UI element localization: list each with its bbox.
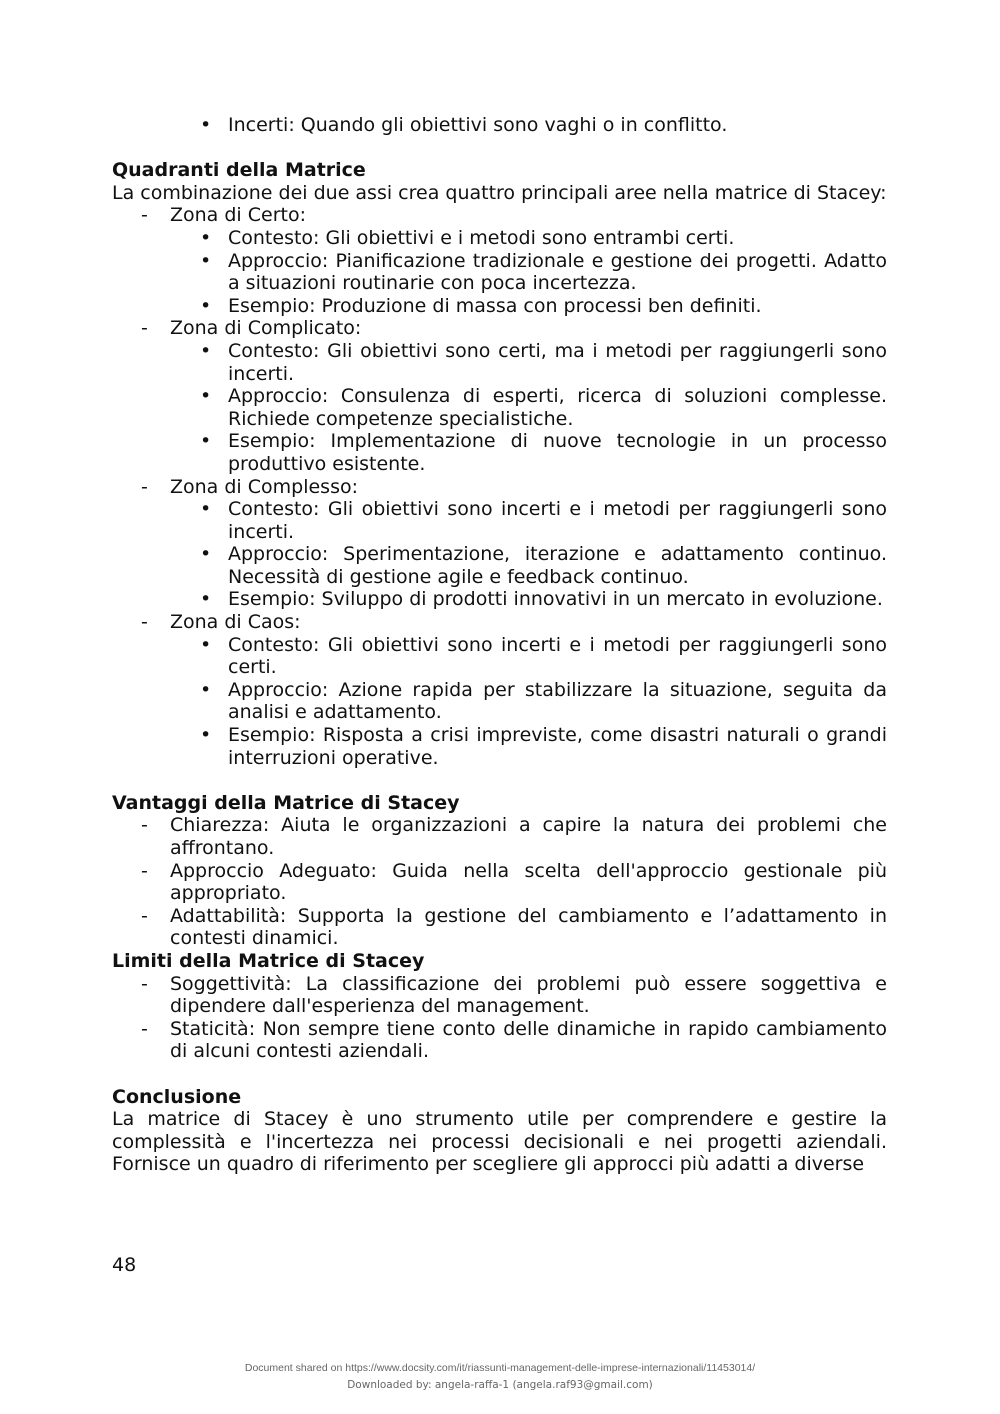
list-item: • Incerti: Quando gli obiettivi sono vaghi o in conflitto.	[112, 114, 887, 137]
list-item: • Esempio: Sviluppo di prodotti innovativi in un mercato in evoluzione.	[112, 588, 887, 611]
section-heading-quadranti: Quadranti della Matrice	[112, 159, 366, 182]
zone-item-complesso	[112, 476, 887, 499]
zone-label: Zona di Caos:	[170, 611, 301, 634]
list-item: • Esempio: Implementazione di nuove tecnologie in un processo produttivo esistente.	[112, 430, 887, 475]
list-item: • Contesto: Gli obiettivi sono incerti e i metodi per raggiungerli sono certi.	[112, 634, 887, 679]
zone-label: Zona di Complesso:	[170, 475, 358, 498]
spacer	[112, 769, 887, 792]
list-item: • Approccio: Azione rapida per stabilizzare la situazione, seguita da analisi e adattamento.	[112, 679, 887, 724]
page-content	[112, 114, 887, 1176]
zone-label: Zona di Complicato:	[170, 317, 362, 340]
footer-shared-link[interactable]: Document shared on https://www.docsity.com/it/riassunti-management-delle-imprese-internazionali/11453014/	[244, 1362, 756, 1374]
list-item: - Soggettività: La classificazione dei problemi può essere soggettiva e dipendere dall'esperienza del management.	[112, 973, 887, 1018]
list-item: • Esempio: Produzione di massa con processi ben definiti.	[112, 295, 887, 318]
list-item: • Approccio: Sperimentazione, iterazione e adattamento continuo. Necessità di gestione agile e feedback continuo.	[112, 543, 887, 588]
vantaggi-list	[112, 814, 887, 950]
footer-downloaded-by: Downloaded by: angela-raffa-1 (angela.raf93@gmail.com)	[347, 1379, 653, 1391]
list-item: • Contesto: Gli obiettivi sono certi, ma i metodi per raggiungerli sono incerti.	[112, 340, 887, 385]
intro-bullet-list	[112, 114, 887, 137]
zone-item-caos	[112, 611, 887, 634]
zone-item-certo	[112, 204, 887, 227]
page-number: 48	[112, 1254, 137, 1276]
list-item: • Approccio: Pianificazione tradizionale e gestione dei progetti. Adatto a situazioni routinarie con poca incertezza.	[112, 250, 887, 295]
list-item: - Approccio Adeguato: Guida nella scelta dell'approccio gestionale più appropriato.	[112, 860, 887, 905]
conclusione-text: La matrice di Stacey è uno strumento utile per comprendere e gestire la complessità e l'incertezza nei processi decisionali e nei progetti aziendali. Fornisce un quadro di riferimento per scegliere gli approcci più adatti a diverse	[112, 1108, 887, 1176]
section-heading-vantaggi: Vantaggi della Matrice di Stacey	[112, 791, 460, 814]
spacer	[112, 137, 887, 160]
zone-bullets	[112, 498, 887, 611]
list-item: - Adattabilità: Supporta la gestione del cambiamento e l’adattamento in contesti dinamici.	[112, 905, 887, 950]
quadranti-intro: La combinazione dei due assi crea quattro principali aree nella matrice di Stacey:	[112, 181, 887, 204]
list-item: • Approccio: Consulenza di esperti, ricerca di soluzioni complesse. Richiede competenze specialistiche.	[112, 385, 887, 430]
list-item: - Chiarezza: Aiuta le organizzazioni a capire la natura dei problemi che affrontano.	[112, 814, 887, 859]
zone-label: Zona di Certo:	[170, 204, 306, 227]
list-item: • Contesto: Gli obiettivi sono incerti e i metodi per raggiungerli sono incerti.	[112, 498, 887, 543]
zone-bullets	[112, 340, 887, 476]
zone-list	[112, 204, 887, 769]
list-item: - Staticità: Non sempre tiene conto delle dinamiche in rapido cambiamento di alcuni contesti aziendali.	[112, 1018, 887, 1063]
zone-bullets	[112, 227, 887, 317]
limiti-list	[112, 973, 887, 1063]
section-heading-conclusione: Conclusione	[112, 1085, 242, 1108]
zone-item-complicato	[112, 317, 887, 340]
list-item: • Contesto: Gli obiettivi e i metodi sono entrambi certi.	[112, 227, 887, 250]
section-heading-limiti: Limiti della Matrice di Stacey	[112, 949, 425, 972]
spacer	[112, 1063, 887, 1086]
list-item: • Esempio: Risposta a crisi impreviste, come disastri naturali o grandi interruzioni operative.	[112, 724, 887, 769]
zone-bullets	[112, 634, 887, 770]
